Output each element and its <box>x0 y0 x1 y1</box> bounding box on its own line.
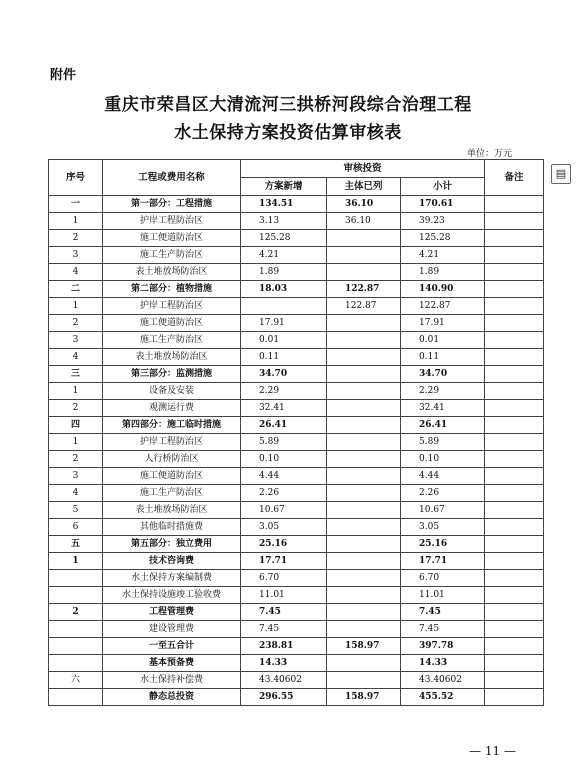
row-no: 2 <box>49 604 103 621</box>
row-note <box>485 570 544 587</box>
row-main <box>327 434 401 451</box>
table-row <box>49 638 544 655</box>
row-main <box>327 264 401 281</box>
header-name: 工程或费用名称 <box>103 160 241 196</box>
row-note <box>485 400 544 417</box>
table-row <box>49 536 544 553</box>
row-main <box>327 553 401 570</box>
row-subtotal: 0.10 <box>401 451 485 468</box>
row-subtotal: 455.52 <box>401 689 485 706</box>
row-main <box>327 349 401 366</box>
row-note <box>485 621 544 638</box>
row-subtotal: 4.44 <box>401 468 485 485</box>
row-new: 0.10 <box>241 451 327 468</box>
row-subtotal: 0.11 <box>401 349 485 366</box>
table-row <box>49 298 544 315</box>
row-subtotal: 43.40602 <box>401 672 485 689</box>
row-no: 2 <box>49 315 103 332</box>
row-subtotal: 32.41 <box>401 400 485 417</box>
row-main <box>327 468 401 485</box>
row-main: 158.97 <box>327 689 401 706</box>
row-name: 一至五合计 <box>103 638 241 655</box>
row-no: 3 <box>49 468 103 485</box>
table-row <box>49 502 544 519</box>
row-name: 施工生产防治区 <box>103 485 241 502</box>
row-name: 表土堆放场防治区 <box>103 264 241 281</box>
table-row <box>49 281 544 298</box>
row-main <box>327 570 401 587</box>
row-no: 3 <box>49 247 103 264</box>
row-name: 护岸工程防治区 <box>103 434 241 451</box>
row-note <box>485 536 544 553</box>
row-note <box>485 502 544 519</box>
row-new: 32.41 <box>241 400 327 417</box>
row-subtotal: 34.70 <box>401 366 485 383</box>
row-note <box>485 383 544 400</box>
row-subtotal: 39.23 <box>401 213 485 230</box>
row-main <box>327 621 401 638</box>
row-new: 5.89 <box>241 434 327 451</box>
row-subtotal: 11.01 <box>401 587 485 604</box>
row-main <box>327 604 401 621</box>
table-row <box>49 621 544 638</box>
row-subtotal: 25.16 <box>401 536 485 553</box>
row-note <box>485 553 544 570</box>
row-main <box>327 315 401 332</box>
row-name: 水土保持方案编制费 <box>103 570 241 587</box>
row-subtotal: 140.90 <box>401 281 485 298</box>
row-new: 238.81 <box>241 638 327 655</box>
table-row <box>49 417 544 434</box>
row-note <box>485 315 544 332</box>
row-name: 建设管理费 <box>103 621 241 638</box>
row-note <box>485 587 544 604</box>
row-no: 四 <box>49 417 103 434</box>
table-row <box>49 468 544 485</box>
row-note <box>485 638 544 655</box>
row-new: 4.21 <box>241 247 327 264</box>
row-note <box>485 689 544 706</box>
row-new: 4.44 <box>241 468 327 485</box>
header-new: 方案新增 <box>241 178 327 196</box>
row-no: 五 <box>49 536 103 553</box>
row-no <box>49 655 103 672</box>
row-main <box>327 383 401 400</box>
row-no: 2 <box>49 230 103 247</box>
row-main <box>327 672 401 689</box>
table-row <box>49 400 544 417</box>
row-no <box>49 570 103 587</box>
table-row <box>49 604 544 621</box>
row-note <box>485 349 544 366</box>
row-name: 设备及安装 <box>103 383 241 400</box>
row-new: 296.55 <box>241 689 327 706</box>
row-name: 其他临时措施费 <box>103 519 241 536</box>
table-row <box>49 315 544 332</box>
row-new: 26.41 <box>241 417 327 434</box>
row-no: 4 <box>49 349 103 366</box>
row-main: 36.10 <box>327 196 401 213</box>
row-subtotal: 7.45 <box>401 604 485 621</box>
row-name: 护岸工程防治区 <box>103 213 241 230</box>
row-note <box>485 247 544 264</box>
table-row <box>49 383 544 400</box>
row-subtotal: 26.41 <box>401 417 485 434</box>
row-subtotal: 170.61 <box>401 196 485 213</box>
row-new: 134.51 <box>241 196 327 213</box>
row-name: 表土堆放场防治区 <box>103 349 241 366</box>
row-no: 2 <box>49 400 103 417</box>
row-main <box>327 366 401 383</box>
row-new: 14.33 <box>241 655 327 672</box>
row-note <box>485 672 544 689</box>
table-row <box>49 672 544 689</box>
table-row <box>49 434 544 451</box>
row-subtotal: 3.05 <box>401 519 485 536</box>
row-subtotal: 17.71 <box>401 553 485 570</box>
row-new: 0.11 <box>241 349 327 366</box>
table-row <box>49 587 544 604</box>
row-main <box>327 417 401 434</box>
row-no: 1 <box>49 298 103 315</box>
row-note <box>485 468 544 485</box>
row-name: 基本预备费 <box>103 655 241 672</box>
row-note <box>485 434 544 451</box>
document-icon[interactable]: ▤ <box>551 164 571 184</box>
row-name: 施工便道防治区 <box>103 315 241 332</box>
row-no: 3 <box>49 332 103 349</box>
row-new: 0.01 <box>241 332 327 349</box>
row-name: 观测运行费 <box>103 400 241 417</box>
table-row <box>49 213 544 230</box>
row-note <box>485 604 544 621</box>
row-note <box>485 281 544 298</box>
row-name: 第五部分：独立费用 <box>103 536 241 553</box>
row-subtotal: 6.70 <box>401 570 485 587</box>
row-no <box>49 587 103 604</box>
header-review: 审核投资 <box>241 160 485 178</box>
table-row <box>49 196 544 213</box>
investment-table <box>48 159 544 706</box>
row-main <box>327 587 401 604</box>
row-new: 43.40602 <box>241 672 327 689</box>
header-main: 主体已列 <box>327 178 401 196</box>
row-new <box>241 298 327 315</box>
row-note <box>485 213 544 230</box>
document-title: 重庆市荣昌区大清流河三拱桥河段综合治理工程 <box>104 95 472 115</box>
row-name: 技术咨询费 <box>103 553 241 570</box>
table-row <box>49 451 544 468</box>
row-subtotal: 2.26 <box>401 485 485 502</box>
row-no: 4 <box>49 485 103 502</box>
row-main <box>327 485 401 502</box>
row-note <box>485 417 544 434</box>
row-name: 表土堆放场防治区 <box>103 502 241 519</box>
row-no: 4 <box>49 264 103 281</box>
table-row <box>49 264 544 281</box>
row-name: 第三部分：监测措施 <box>103 366 241 383</box>
row-name: 人行桥防治区 <box>103 451 241 468</box>
row-name: 护岸工程防治区 <box>103 298 241 315</box>
row-main <box>327 400 401 417</box>
row-no: 6 <box>49 519 103 536</box>
row-subtotal: 397.78 <box>401 638 485 655</box>
row-subtotal: 1.89 <box>401 264 485 281</box>
row-new: 25.16 <box>241 536 327 553</box>
table-row <box>49 553 544 570</box>
row-main <box>327 536 401 553</box>
row-no: 1 <box>49 383 103 400</box>
table-row <box>49 519 544 536</box>
unit-label: 单位：万元 <box>466 149 512 159</box>
row-name: 第四部分：施工临时措施 <box>103 417 241 434</box>
row-note <box>485 298 544 315</box>
row-subtotal: 17.91 <box>401 315 485 332</box>
row-new: 11.01 <box>241 587 327 604</box>
row-subtotal: 14.33 <box>401 655 485 672</box>
table-row <box>49 332 544 349</box>
page-number: — 11 — <box>469 744 516 758</box>
row-new: 17.91 <box>241 315 327 332</box>
row-note <box>485 519 544 536</box>
row-note <box>485 196 544 213</box>
table-row <box>49 366 544 383</box>
row-subtotal: 2.29 <box>401 383 485 400</box>
table-header-row <box>49 160 544 178</box>
row-no: 一 <box>49 196 103 213</box>
row-no <box>49 638 103 655</box>
row-name: 施工生产防治区 <box>103 332 241 349</box>
row-name: 施工便道防治区 <box>103 230 241 247</box>
row-no: 5 <box>49 502 103 519</box>
row-main <box>327 230 401 247</box>
document-subtitle: 水土保持方案投资估算审核表 <box>174 123 402 143</box>
row-new: 18.03 <box>241 281 327 298</box>
row-no: 1 <box>49 434 103 451</box>
row-note <box>485 485 544 502</box>
row-new: 2.26 <box>241 485 327 502</box>
row-name: 第一部分：工程措施 <box>103 196 241 213</box>
row-new: 10.67 <box>241 502 327 519</box>
row-subtotal: 125.28 <box>401 230 485 247</box>
row-name: 施工生产防治区 <box>103 247 241 264</box>
row-name: 静态总投资 <box>103 689 241 706</box>
row-new: 7.45 <box>241 621 327 638</box>
table-row <box>49 247 544 264</box>
row-main: 36.10 <box>327 213 401 230</box>
row-no: 1 <box>49 213 103 230</box>
row-new: 2.29 <box>241 383 327 400</box>
row-main: 122.87 <box>327 281 401 298</box>
header-note: 备注 <box>485 160 544 196</box>
row-subtotal: 5.89 <box>401 434 485 451</box>
row-name: 施工便道防治区 <box>103 468 241 485</box>
header-subtotal: 小计 <box>401 178 485 196</box>
row-no <box>49 621 103 638</box>
row-no: 三 <box>49 366 103 383</box>
row-subtotal: 4.21 <box>401 247 485 264</box>
row-name: 第二部分：植物措施 <box>103 281 241 298</box>
row-new: 3.13 <box>241 213 327 230</box>
row-main <box>327 502 401 519</box>
row-note <box>485 264 544 281</box>
header-no: 序号 <box>49 160 103 196</box>
row-name: 工程管理费 <box>103 604 241 621</box>
table-row <box>49 485 544 502</box>
table-row <box>49 230 544 247</box>
row-subtotal: 122.87 <box>401 298 485 315</box>
row-no: 六 <box>49 672 103 689</box>
row-new: 34.70 <box>241 366 327 383</box>
row-subtotal: 0.01 <box>401 332 485 349</box>
table-row <box>49 349 544 366</box>
row-new: 17.71 <box>241 553 327 570</box>
row-subtotal: 7.45 <box>401 621 485 638</box>
row-no: 二 <box>49 281 103 298</box>
table-row <box>49 570 544 587</box>
row-main <box>327 247 401 264</box>
row-name: 水土保持设施竣工验收费 <box>103 587 241 604</box>
table-row <box>49 655 544 672</box>
row-no: 2 <box>49 451 103 468</box>
row-no: 1 <box>49 553 103 570</box>
row-main: 158.97 <box>327 638 401 655</box>
row-main <box>327 519 401 536</box>
table-row <box>49 689 544 706</box>
row-new: 125.28 <box>241 230 327 247</box>
row-main <box>327 332 401 349</box>
row-note <box>485 451 544 468</box>
row-main: 122.87 <box>327 298 401 315</box>
row-new: 1.89 <box>241 264 327 281</box>
row-note <box>485 366 544 383</box>
row-subtotal: 10.67 <box>401 502 485 519</box>
row-main <box>327 451 401 468</box>
row-no <box>49 689 103 706</box>
row-new: 6.70 <box>241 570 327 587</box>
row-name: 水土保持补偿费 <box>103 672 241 689</box>
row-note <box>485 332 544 349</box>
row-new: 3.05 <box>241 519 327 536</box>
row-note <box>485 655 544 672</box>
row-new: 7.45 <box>241 604 327 621</box>
row-main <box>327 655 401 672</box>
attachment-label: 附件 <box>50 68 77 83</box>
row-note <box>485 230 544 247</box>
